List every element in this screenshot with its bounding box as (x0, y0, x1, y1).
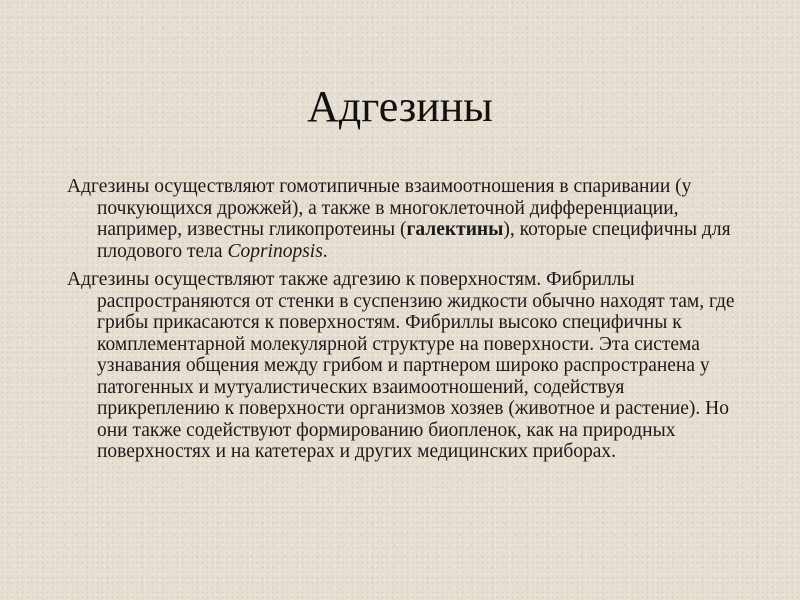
galectins-term: галектины (406, 219, 504, 240)
paragraph-galectins (67, 176, 737, 262)
paragraph-1-text-after: . (322, 240, 328, 262)
coprinopsis-term: Coprinopsis (227, 240, 323, 262)
paragraph-1-text-before: Адгезины осуществляют гомотипичные взаимоотношения в спаривании (у почкующихся дрожжей), а также в многоклеточной дифференциации, например, известны гликопротеины ( (67, 176, 692, 240)
paragraph-1-text-middle: ), которые специфичны для плодового тела (97, 219, 731, 262)
paragraph-surface-adhesion: Адгезины осуществляют также адгезию к поверхностям. Фибриллы распространяются от стенки в суспензию жидкости обычно находят там, где грибы прикасаются к поверхностям. Фибриллы высоко специфичны к комплементарной молекулярной структуре на поверхности. Эта система узнавания общения между грибом и партнером широко распространена у патогенных и мутуалистических взаимоотношений, содействуя прикреплению к поверхности организмов хозяев (животное и растение). Но они также содействуют формированию биопленок, как на природных поверхностях и на катетерах и других медицинских приборах. (67, 269, 735, 462)
slide-title: Адгезины (307, 82, 493, 131)
slide-body (67, 176, 737, 470)
